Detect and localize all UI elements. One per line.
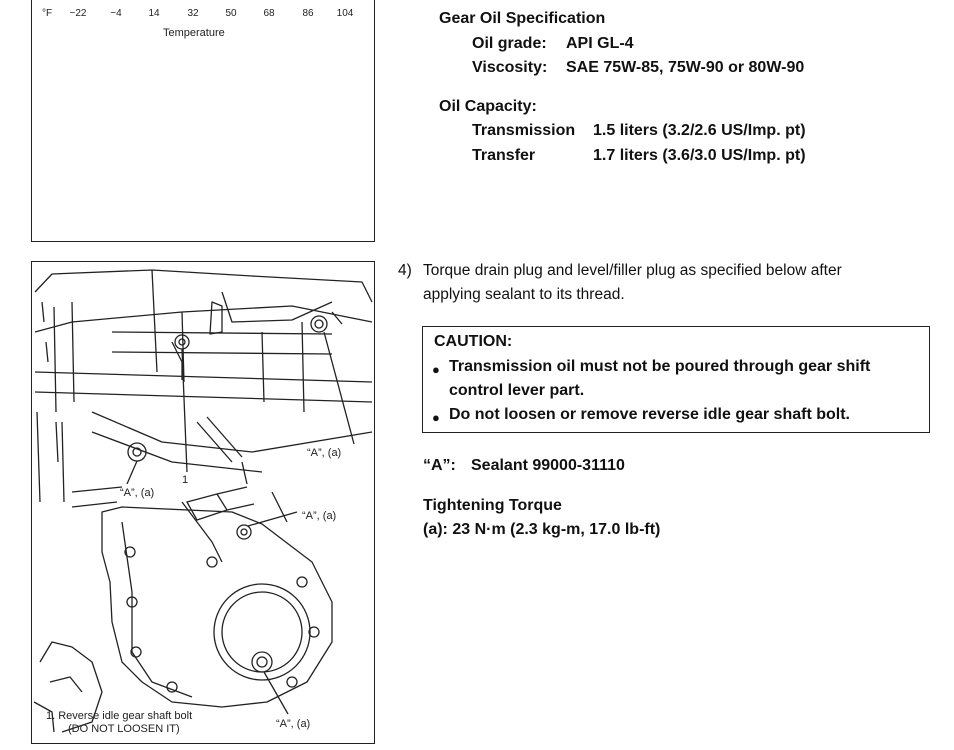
callout-a: “A”, (a) [276,718,311,730]
sealant-value: Sealant 99000-31110 [471,457,625,474]
temperature-tick: 14 [148,8,160,19]
temperature-tick: 68 [263,8,275,19]
temperature-tick: −22 [69,8,87,19]
step-text-line1: Torque drain plug and level/filler plug as specified below after [423,262,842,279]
step-number: 4) [398,262,412,279]
temperature-tick: 32 [187,8,199,19]
caution-title: CAUTION: [434,333,513,350]
bullet-icon: ● [432,410,440,425]
transmission-capacity: 1.5 liters (3.2/2.6 US/Imp. pt) [593,122,806,139]
viscosity-value: SAE 75W-85, 75W-90 or 80W-90 [566,59,805,76]
sealant-label: “A”: [423,457,456,474]
viscosity-label: Viscosity: [472,59,548,76]
step-text-line2: applying sealant to its thread. [423,286,625,303]
caution-item2: Do not loosen or remove reverse idle gear shaft bolt. [449,406,850,423]
torque-heading: Tightening Torque [423,497,562,514]
transmission-illustration [32,262,375,744]
transfer-capacity: 1.7 liters (3.6/3.0 US/Imp. pt) [593,147,806,164]
callout-a: “A”, (a) [302,510,337,522]
figure-caption-line2: (DO NOT LOOSEN IT) [68,723,180,735]
figure-caption-line1: 1. Reverse idle gear shaft bolt [46,710,193,722]
oil-grade-label: Oil grade: [472,35,547,52]
bullet-icon: ● [432,362,440,377]
caution-box [422,326,930,433]
viscosity-chart-panel [31,0,375,242]
transmission-label: Transmission [472,122,576,139]
caution-item1-line1: Transmission oil must not be poured through gear shift [449,358,871,375]
callout-a: “A”, (a) [120,487,155,499]
transmission-figure-panel [31,261,375,744]
callout-a: “A”, (a) [307,447,342,459]
temperature-tick: 50 [225,8,237,19]
part-number-callout: 1 [182,474,189,486]
temperature-axis-label: Temperature [163,27,225,39]
temperature-tick: 104 [336,8,354,19]
temperature-unit: °F [42,8,53,19]
transfer-label: Transfer [472,147,536,164]
temperature-tick: 86 [302,8,314,19]
temperature-tick: −4 [110,8,122,19]
oil-grade-value: API GL-4 [566,35,634,52]
oil-capacity-heading: Oil Capacity: [439,98,537,115]
torque-value: (a): 23 N·m (2.3 kg-m, 17.0 lb-ft) [423,521,661,538]
caution-item1-line2: control lever part. [449,382,585,399]
gear-oil-heading: Gear Oil Specification [439,10,606,27]
